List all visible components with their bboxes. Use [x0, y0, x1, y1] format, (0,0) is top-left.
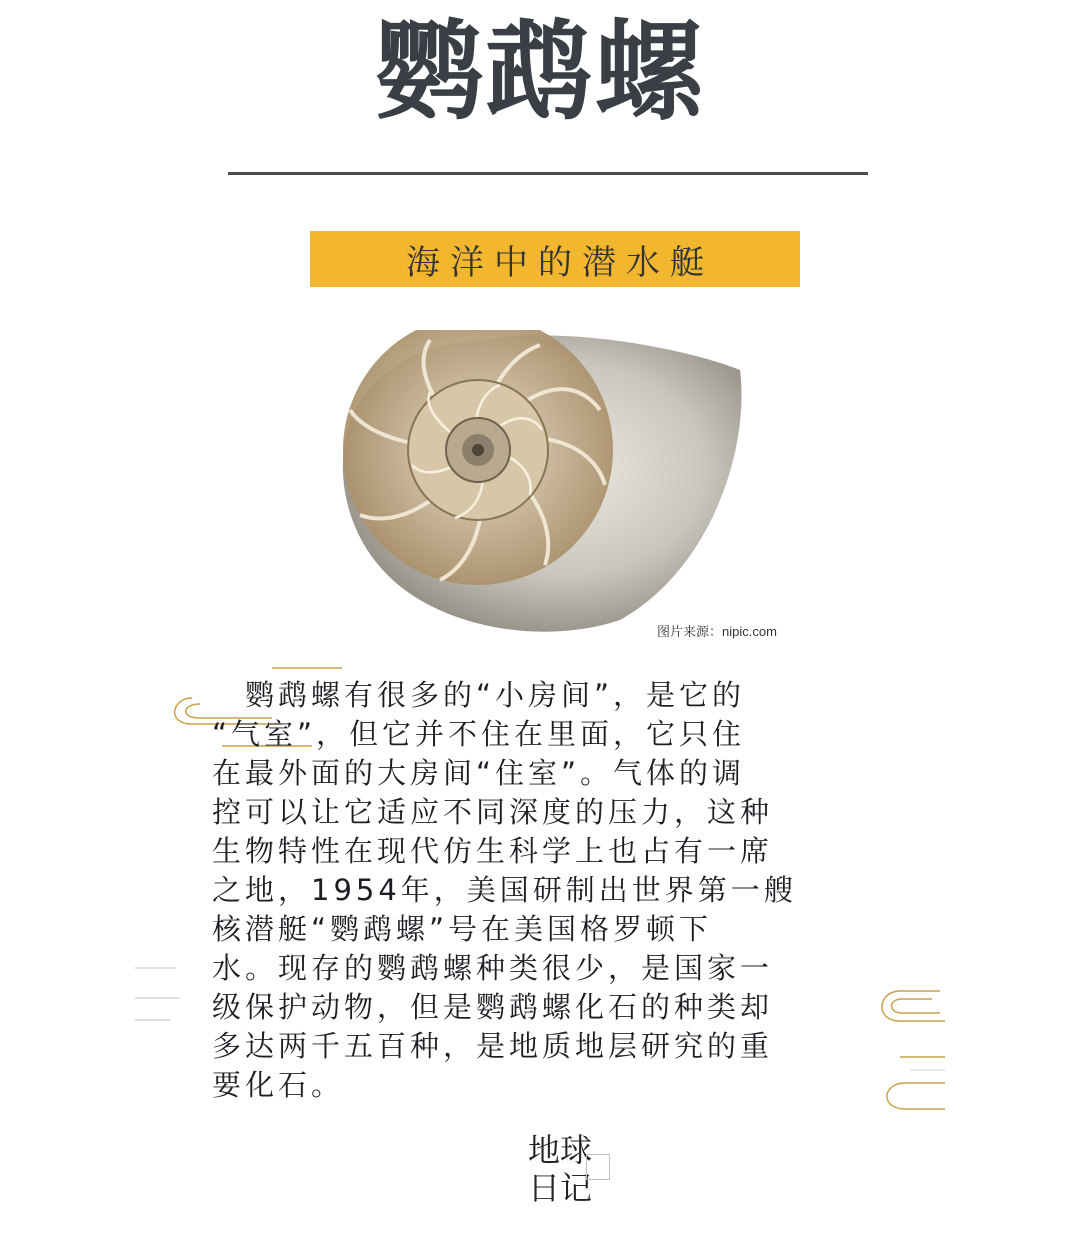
article-line: 控可以让它适应不同深度的压力，这种 [212, 795, 774, 829]
article-line: “气室”，但它并不住在里面，它只住 [212, 717, 746, 751]
logo-char: 记 [560, 1169, 593, 1207]
subtitle-text: 海洋中的潜水艇 [406, 242, 714, 283]
nautilus-shell-image [330, 330, 750, 635]
article-line: 级保护动物，但是鹦鹉螺化石的种类却 [212, 990, 774, 1024]
title-divider [228, 172, 868, 175]
article-line: 之地，1954年，美国研制出世界第一艘 [212, 873, 797, 907]
subtitle-banner [310, 231, 800, 287]
article-line: 多达两千五百种，是地质地层研究的重 [212, 1029, 774, 1063]
dash-lines-decoration-left [130, 960, 190, 1030]
article-line: 鹦鹉螺有很多的“小房间”，是它的 [212, 678, 746, 712]
page-title: 鹦鹉螺 [374, 10, 705, 135]
cloud-pattern-decoration-right [870, 985, 950, 1115]
logo-char: 球 [560, 1131, 593, 1169]
logo-stamp [586, 1154, 610, 1180]
article-line: 生物特性在现代仿生科学上也占有一席 [212, 834, 774, 868]
article-line: 水。现存的鹦鹉螺种类很少，是国家一 [212, 951, 774, 985]
logo-char: 日 [528, 1169, 561, 1207]
image-credit: 图片来源：nipic.com [657, 624, 777, 639]
article-line: 要化石。 [212, 1068, 345, 1102]
article-body [212, 676, 852, 1105]
logo-char: 地 [528, 1131, 561, 1169]
article-line: 在最外面的大房间“住室”。气体的调 [212, 756, 746, 790]
article-line: 核潜艇“鹦鹉螺”号在美国格罗顿下 [212, 912, 713, 946]
